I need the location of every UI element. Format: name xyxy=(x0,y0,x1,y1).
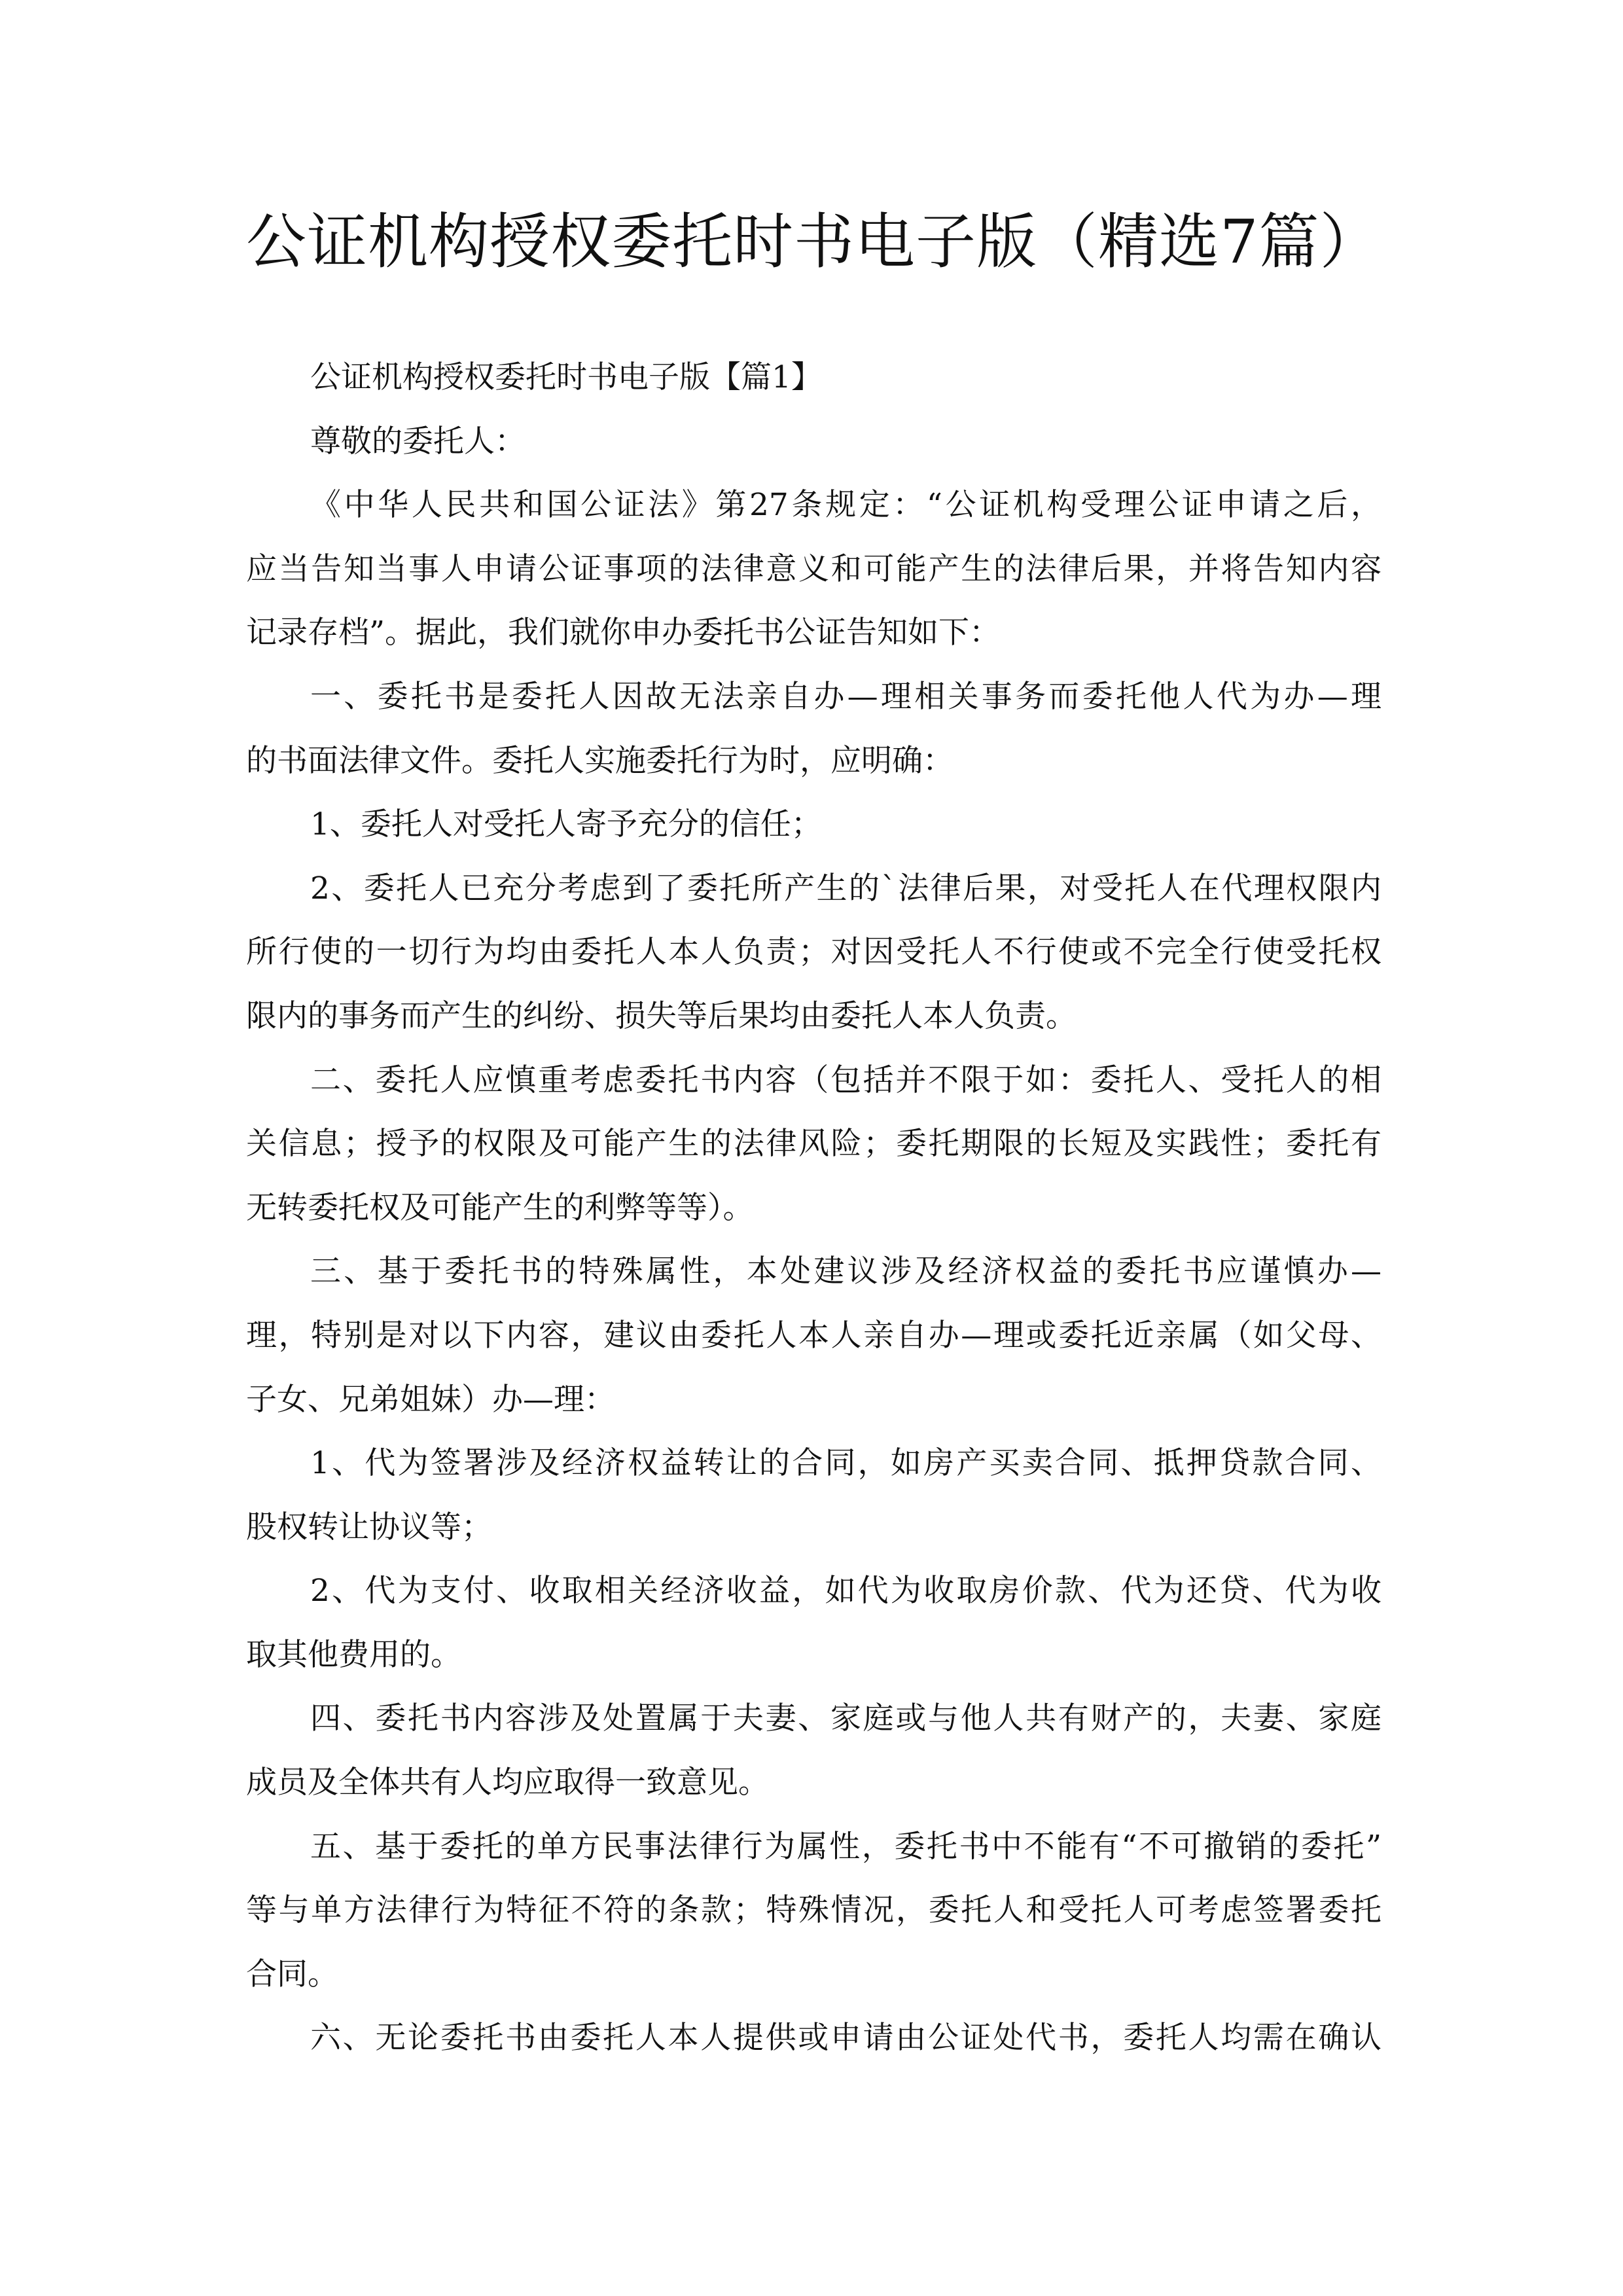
paragraph-line: 无转委托权及可能产生的利弊等等）。 xyxy=(246,1189,754,1226)
paragraph-line: 等与单方法律行为特征不符的条款；特殊情况，委托人和受托人可考虑签署委托 xyxy=(246,1892,1382,1929)
paragraph-line: 一、委托书是委托人因故无法亲自办—理相关事务而委托他人代为办—理 xyxy=(310,678,1382,715)
paragraph-line: 所行使的一切行为均由委托人本人负责；对因受托人不行使或不完全行使受托权 xyxy=(246,934,1382,971)
paragraph-line: 公证机构授权委托时书电子版【篇1】 xyxy=(310,359,822,395)
paragraph-line: 五、基于委托的单方民事法律行为属性，委托书中不能有“不可撤销的委托” xyxy=(310,1828,1382,1865)
paragraph-line: 取其他费用的。 xyxy=(246,1636,461,1673)
paragraph-line: 成员及全体共有人均应取得一致意见。 xyxy=(246,1765,769,1801)
paragraph-line: 理，特别是对以下内容，建议由委托人本人亲自办—理或委托近亲属（如父母、 xyxy=(246,1317,1382,1354)
paragraph-line: 1、代为签署涉及经济权益转让的合同，如房产买卖合同、抵押贷款合同、 xyxy=(310,1445,1382,1482)
paragraph-line: 记录存档”。据此，我们就你申办委托书公证告知如下： xyxy=(246,615,1001,651)
paragraph-line: 《中华人民共和国公证法》第27条规定：“公证机构受理公证申请之后， xyxy=(310,487,1382,524)
paragraph-line: 股权转让协议等； xyxy=(246,1509,492,1545)
document-title: 公证机构授权委托时书电子版（精选7篇） xyxy=(246,207,1381,277)
paragraph-line: 合同。 xyxy=(246,1956,338,1992)
paragraph-line: 2、委托人已充分考虑到了委托所产生的`法律后果，对受托人在代理权限内 xyxy=(310,870,1382,906)
paragraph-line: 应当告知当事人申请公证事项的法律意义和可能产生的法律后果，并将告知内容 xyxy=(246,550,1382,587)
paragraph-line: 子女、兄弟姐妹）办—理： xyxy=(246,1381,615,1418)
paragraph-line: 1、委托人对受托人寄予充分的信任； xyxy=(310,806,822,843)
paragraph-line: 三、基于委托书的特殊属性，本处建议涉及经济权益的委托书应谨慎办— xyxy=(310,1253,1382,1290)
paragraph-line: 四、委托书内容涉及处置属于夫妻、家庭或与他人共有财产的，夫妻、家庭 xyxy=(310,1700,1382,1737)
paragraph-line: 限内的事务而产生的纠纷、损失等后果均由委托人本人负责。 xyxy=(246,997,1077,1034)
paragraph-line: 的书面法律文件。委托人实施委托行为时，应明确： xyxy=(246,742,954,779)
paragraph-line: 二、委托人应慎重考虑委托书内容（包括并不限于如：委托人、受托人的相 xyxy=(310,1062,1382,1098)
paragraph-line: 2、代为支付、收取相关经济收益，如代为收取房价款、代为还贷、代为收 xyxy=(310,1573,1382,1609)
paragraph-line: 尊敬的委托人： xyxy=(310,423,526,459)
paragraph-line: 六、无论委托书由委托人本人提供或申请由公证处代书，委托人均需在确认 xyxy=(310,2020,1382,2056)
paragraph-line: 关信息；授予的权限及可能产生的法律风险；委托期限的长短及实践性；委托有 xyxy=(246,1126,1382,1162)
document-body xyxy=(246,346,1382,2070)
